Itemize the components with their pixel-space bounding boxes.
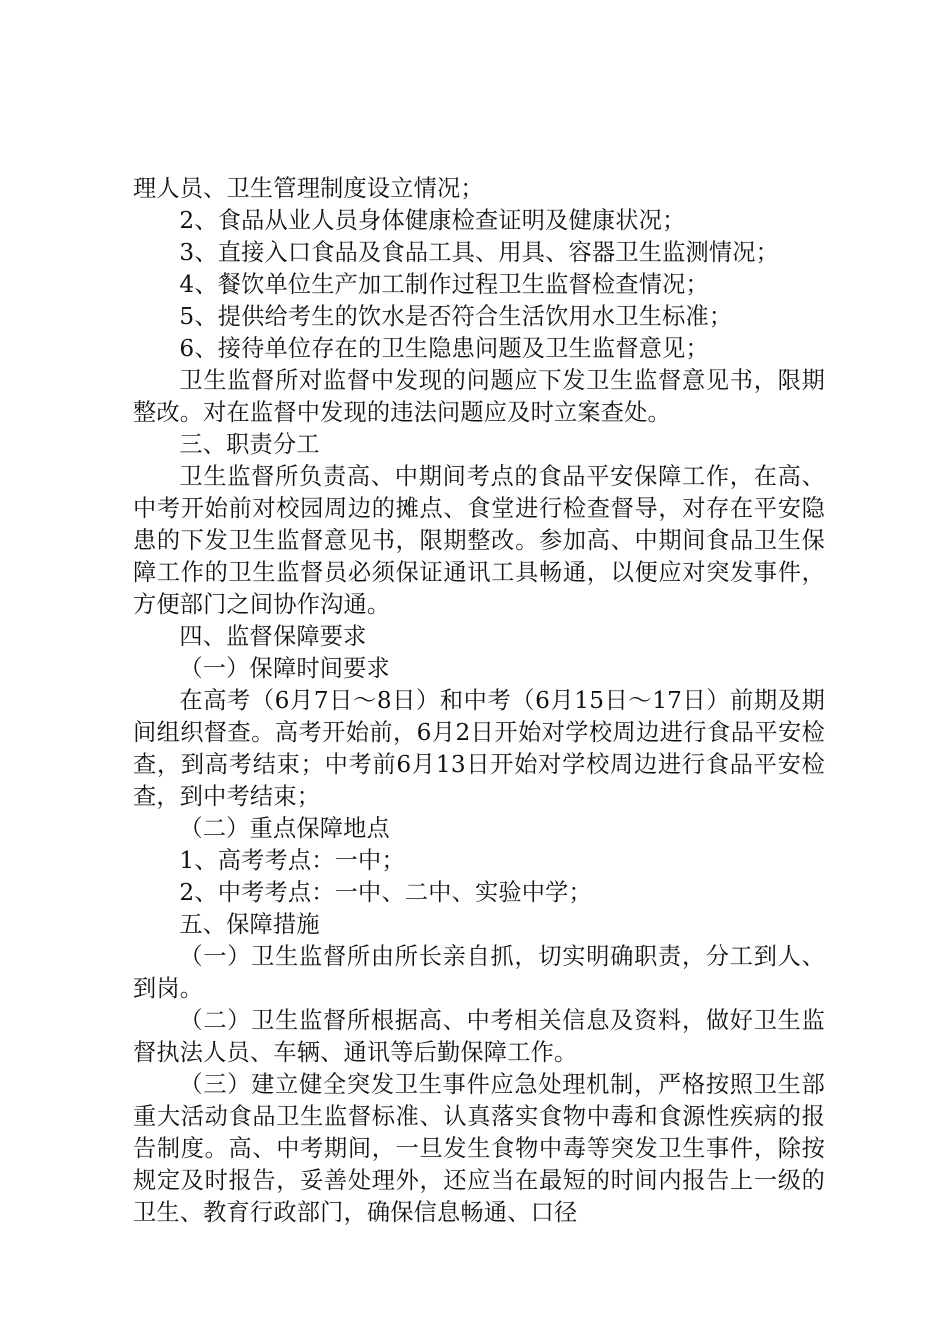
paragraph-1: 理人员、卫生管理制度设立情况； (133, 175, 484, 202)
paragraph-7: 卫生监督所对监督中发现的问题应下发卫生监督意见书，限期整改。对在监督中发现的违法问题应及时立案查处。 (133, 367, 825, 426)
document-body (133, 173, 825, 1229)
paragraph-3: 3、直接入口食品及食品工具、用具、容器卫生监测情况； (179, 239, 780, 266)
paragraph-2: 2、食品从业人员身体健康检查证明及健康状况； (179, 207, 686, 234)
paragraph-15: 2、中考考点：一中、二中、实验中学； (179, 879, 592, 906)
paragraph-9: 卫生监督所负责高、中期间考点的食品平安保障工作，在高、中考开始前对校园周边的摊点、食堂进行检查督导，对存在平安隐患的下发卫生监督意见书，限期整改。参加高、中期间食品卫生保障工作的卫生监督员必须保证通讯工具畅通，以便应对突发事件，方便部门之间协作沟通。 (133, 463, 825, 618)
paragraph-19: （三）建立健全突发卫生事件应急处理机制，严格按照卫生部重大活动食品卫生监督标准、认真落实食物中毒和食源性疾病的报告制度。高、中考期间，一旦发生食物中毒等突发卫生事件，除按规定及时报告，妥善处理外，还应当在最短的时间内报告上一级的卫生、教育行政部门，确保信息畅通、口径 (133, 1071, 825, 1226)
paragraph-4: 4、餐饮单位生产加工制作过程卫生监督检查情况； (179, 271, 709, 298)
paragraph-17: （一）卫生监督所由所长亲自抓，切实明确职责，分工到人、到岗。 (133, 943, 825, 1002)
paragraph-12: 在高考（6月7日～8日）和中考（6月15日～17日）前期及期间组织督查。高考开始前，6月2日开始对学校周边进行食品平安检查，到高考结束；中考前6月13日开始对学校周边进行食品平安检查，到中考结束； (133, 687, 825, 810)
subheading-4-2: （二）重点保障地点 (179, 815, 390, 842)
section-heading-3: 三、职责分工 (179, 431, 320, 458)
subheading-4-1: （一）保障时间要求 (179, 655, 390, 682)
paragraph-18: （二）卫生监督所根据高、中考相关信息及资料，做好卫生监督执法人员、车辆、通讯等后勤保障工作。 (133, 1007, 825, 1066)
paragraph-5: 5、提供给考生的饮水是否符合生活饮用水卫生标准； (179, 303, 733, 330)
section-heading-5: 五、保障措施 (179, 911, 320, 938)
paragraph-14: 1、高考考点：一中； (179, 847, 405, 874)
section-heading-4: 四、监督保障要求 (179, 623, 367, 650)
paragraph-6: 6、接待单位存在的卫生隐患问题及卫生监督意见； (179, 335, 709, 362)
